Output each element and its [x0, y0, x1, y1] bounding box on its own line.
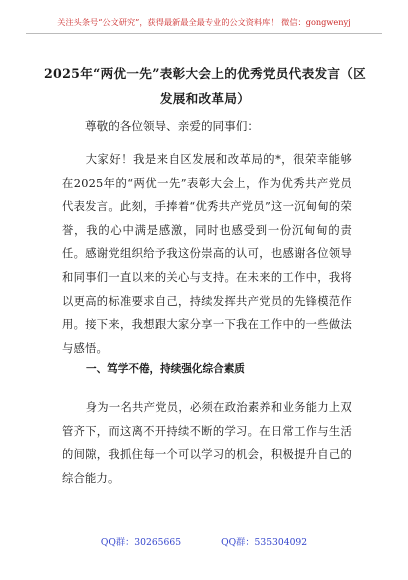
footer-qq-group-2: QQ群：535304092 [221, 537, 308, 548]
header-notice: 关注头条号“公文研究”，获得最新最全最专业的公文资料库！ 微信：gongwenyj [57, 17, 351, 27]
salutation: 尊敬的各位领导、亲爱的同事们： [85, 119, 259, 133]
body-paragraph-study: 身为一名共产党员，必须在政治素养和业务能力上双管齐下，而这离不开持续不断的学习。在日常工作与生活的间隙，我抓住每一个可以学习的机会，积极提升自己的综合能力。 [62, 401, 352, 485]
footer-contact [0, 534, 408, 548]
section-heading: 一、笃学不倦，持续强化综合素质 [86, 363, 245, 375]
body-paragraph-intro: 大家好！我是来自区发展和改革局的*，很荣幸能够在2025年的“两优一先”表彰大会上，作为优秀共产党员代表发言。此刻，手捧着“优秀共产党员”这一沉甸甸的荣誉，我的心中满是感激，同时也感受到一份沉甸甸的责任。感谢党组织给予我这份崇高的认可，也感谢各位领导和同事们一直以来的关心与支持。在未来的工作中，我将以更高的标准要求自己，持续发挥共产党员的先锋模范作用。接下来，我想跟大家分享一下我在工作中的一些做法与感悟。 [62, 153, 352, 355]
footer-qq-group-1: QQ群：30265665 [100, 537, 182, 548]
document-title: 2025年“两优一先”表彰大会上的优秀党员代表发言（区发展和改革局） [43, 66, 367, 106]
header-divider [26, 33, 382, 34]
